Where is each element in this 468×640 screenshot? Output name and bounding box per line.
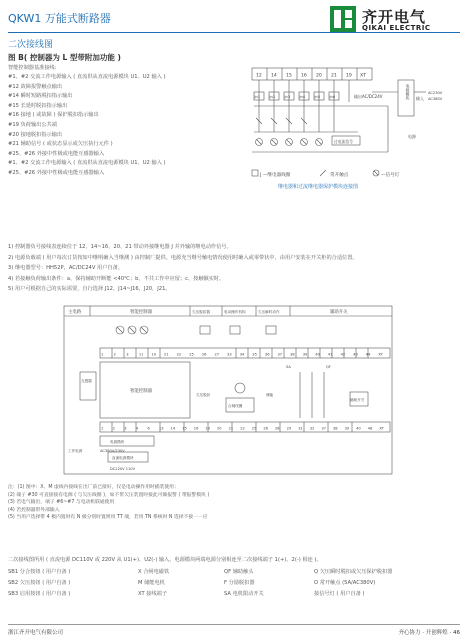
section-title: 二次接线图 [8, 40, 54, 50]
footer-page: 齐心协力 · 开创辉煌 · 46 [398, 630, 460, 636]
legend-cell: SA 电机限动开关 [224, 591, 264, 597]
terminal-number: 33 [227, 352, 232, 357]
diagram-note: (5) 当用户选择带 4 极内置时有 N 极分别时置则用 TT 端，若用 TN 系统时 N 选择不接一一应 [8, 515, 208, 521]
brand-name-cn: 齐开电气 [362, 8, 427, 26]
figure-title: 图 B( 控制器为 L 型带附加功能 ) [8, 53, 121, 62]
terminal-number: 15 [182, 426, 187, 431]
terminal-item: #21 辅助信号 ( 或状态显示或欠压执行元件 ) [8, 141, 113, 148]
main-wiring-diagram [60, 302, 460, 480]
terminal-number: 36 [264, 352, 270, 357]
terminal-number: 37 [321, 426, 326, 431]
diagram-note: 注：(1) 图中：X、M 虚线内接线在出厂前已接好，仅是电动操作用时插装使用； [8, 485, 179, 490]
legend-contact: 常开触点 [330, 173, 349, 178]
terminal-number: 21 [164, 352, 169, 357]
note-item: 3) 继电器型号：HH52P，AC/DC24V 用户自备。 [8, 265, 123, 271]
terminal-number: 38 [333, 426, 338, 431]
secondary-description: 二次接线图所用 ( 直流电源 DC110V 或 220V 从 U1(+)、U2(-) 输入，电源模块两端电源分别相连至二次接线端子 1(+)、2(-) 相连 )。 [8, 557, 322, 563]
page-header-title: QKW1 万能式断路器 [8, 12, 111, 25]
header-rule [8, 32, 460, 33]
terminal-number: 37 [277, 352, 283, 357]
column-header: 欠压瞬时动作 [258, 310, 280, 314]
legend-cell: F 分励脱扣器 [224, 580, 255, 586]
terminal-number: 13 [159, 426, 164, 431]
legend-cell: X 合闸电磁铁 [138, 569, 170, 575]
terminal-number: 19 [205, 426, 210, 431]
power-range-label: AC380V/230V [100, 449, 125, 453]
terminal-number: 6 [147, 426, 150, 431]
terminal-item: #25、#26 外接中性极或电能互感器输入 [8, 169, 105, 176]
undervoltage-label: 欠压脱扣 [196, 393, 211, 397]
terminal-number: 40 [315, 352, 320, 357]
dc-power-label: 直流电源模块 [112, 456, 134, 460]
legend-cell: SB3 启用按钮 ( 用户自备 ) [8, 591, 71, 597]
terminal-number: 20 [217, 426, 222, 431]
qf-label: QF [326, 365, 331, 369]
terminal-item: #1、#2 交流工作电源输入 ( 直流供从直流电源模块 U1、U2 输入 ) [8, 74, 166, 80]
load-label: Jn4 [299, 95, 306, 99]
terminal-number: 11 [138, 352, 144, 357]
terminal-number: 44 [365, 352, 371, 357]
terminal-number: 2 [112, 426, 115, 431]
column-header: 电动操作机构 [224, 310, 246, 314]
terminal-number: XT [378, 352, 384, 357]
legend-cell: SB1 分合按钮 ( 用户自备 ) [8, 569, 71, 575]
legend-cell: SB2 欠压按钮 ( 用户自备 ) [8, 580, 71, 586]
terminal-number: 42 [340, 352, 346, 357]
working-power-label: 工作电源 [68, 449, 83, 453]
terminal-number: 25 [189, 352, 194, 357]
terminal-number: 43 [353, 352, 358, 357]
terminal-number: 25 [251, 426, 257, 431]
diagram-caption: 继电器和过流继电器保护模块连接图 [278, 184, 359, 190]
terminal-label: 15 [286, 73, 292, 79]
dc-range-label: DC220V 110V [110, 467, 136, 471]
legend-row [8, 579, 460, 590]
terminal-label: 16 [301, 73, 307, 79]
terminal-number: 35 [252, 352, 257, 357]
terminal-item: #12 故障报警触点输出 [8, 83, 63, 90]
terminal-number: 3 [124, 426, 127, 431]
terminal-number: 31 [298, 426, 303, 431]
footer-rule [8, 624, 460, 625]
terminal-number: 14 [170, 426, 176, 431]
legend-cell: XT 接线端子 [138, 591, 168, 597]
note-item: 1) 控制器负号接线表连续位于 12、14~16、20、21 带动外接继电器 J 并外输的继电动作信号。 [8, 244, 232, 250]
terminal-label: 14 [271, 73, 277, 79]
load-label: Jn3 [284, 95, 291, 99]
terminal-number: 41 [327, 352, 333, 357]
note-item: 2) 电源负载端 ( 用户每次订货按如中继明确入当继测 ) 由控制厂提供。电源充当继号触电情况使用时确入或零带状中，由用户安装在开关柜的合适位置。 [8, 254, 358, 261]
terminal-number: 34 [239, 352, 245, 357]
terminal-number: 38 [290, 352, 295, 357]
terminal-number: 21 [228, 426, 234, 431]
terminal-number: 28 [275, 426, 280, 431]
closing-label: 合闸线圈 [228, 404, 243, 408]
column-header: 欠压脱扣器 [192, 310, 210, 314]
legend-signal: —信号灯 [381, 173, 400, 178]
terminal-number: 40 [356, 426, 361, 431]
terminal-number: 3 [126, 352, 129, 357]
terminal-item: #1、#2 交流工作电源输入 ( 直流供从直流电源模块 U1、U2 输入 ) [8, 160, 166, 167]
note-item: 5) 用户可根据自己的实际需要，自行选择 J12，J14~J16，J20，J21。 [8, 286, 171, 292]
terminal-number: 26 [201, 352, 207, 357]
diagram-note: (4) 若控制器带外部输入 [8, 507, 60, 513]
power-module-label: 电源模块 [110, 440, 125, 444]
load-label: Jn1 [254, 95, 261, 99]
terminal-item: #14 瞬时短路脱扣指示输出 [8, 93, 73, 100]
brand-name-en: QIKAI ELECTRIC [362, 24, 431, 32]
terminal-list [8, 73, 166, 179]
spring-label: 储能 [266, 393, 274, 397]
diagram-note: (2) 端子 #30 可直接接有电源 ( 与欠压线圈 )，如不带欠压装置时接此可做报警 ( 带报警模块 ) [8, 492, 210, 498]
legend-cell: 接信号灯 ( 用户自备 ) [314, 591, 365, 597]
legend-cell: Q 欠压瞬时脱扣或欠压保护脱扣器 [314, 569, 393, 575]
input-voltage-label-2: AC380V [428, 97, 443, 101]
terminal-number: 29 [286, 426, 292, 431]
terminal-number: 32 [309, 426, 315, 431]
terminal-number: XT [379, 426, 385, 431]
input-voltage-label: AC230V [428, 91, 443, 95]
legend-cell: M 储能电机 [138, 580, 165, 586]
terminal-number: 2 [113, 352, 116, 357]
relay-signal-label: 过电流信号 [334, 139, 353, 144]
terminal-number: 22 [240, 426, 245, 431]
terminal-item: #19 负荷输出公共端 [8, 121, 57, 128]
controller-label: 智能控制器 [130, 389, 152, 394]
terminal-item: #15 长延时脱扣指示输出 [8, 102, 68, 109]
terminal-item: #25、#26 外接中性极或电能互感器输入 [8, 150, 105, 157]
legend-relay: J —继电器线圈 [260, 173, 291, 178]
terminal-label: 21 [331, 73, 337, 79]
column-header: 主电路 [68, 310, 82, 315]
load-label: Jn5 [314, 95, 321, 99]
brand-logo-icon [330, 6, 356, 32]
terminal-number: 48 [367, 426, 373, 431]
terminal-number: 1 [101, 426, 104, 431]
footer-company: 浙江齐开电气有限公司 [8, 630, 64, 636]
diagram-note: (3) 若电气输出，端子 #6~#7 与电动机联通使用 [8, 500, 115, 506]
terminal-number: 10 [151, 352, 157, 357]
terminal-number: 26 [263, 426, 268, 431]
terminal-number: 22 [176, 352, 182, 357]
relay-connection-diagram [248, 62, 460, 232]
terminal-number: 4 [135, 426, 139, 431]
sa-label: SA [286, 365, 291, 369]
terminal-number: 39 [302, 352, 308, 357]
top-terminal-row [101, 353, 384, 357]
legend-cell: QF 辅助触头 [224, 569, 254, 575]
load-label: Jn2 [269, 95, 276, 99]
legend-cell: O 常开触点 (5A/AC380V) [314, 580, 376, 586]
terms-heading: 智能控制器基准接线: [8, 65, 57, 71]
terminal-label: 20 [316, 73, 322, 79]
terminal-number: 27 [214, 352, 220, 357]
notes-list [8, 242, 358, 295]
terminal-label: XT [360, 73, 366, 79]
bottom-terminal-row [101, 427, 385, 431]
output-label: 输出AC/DC24V [354, 94, 383, 99]
terminal-item: #20 接地脱扣指示输出 [8, 131, 63, 138]
terminal-number: 1 [101, 352, 104, 357]
legend-row [8, 590, 460, 601]
terminal-number: 16 [193, 426, 199, 431]
legend-row [8, 568, 460, 579]
ct-label: 互感器 [81, 379, 92, 383]
input-label: 输入 [416, 96, 424, 101]
terminal-number: 39 [344, 426, 350, 431]
load-label: Jn6 [329, 95, 336, 99]
diagram-notes [8, 484, 209, 522]
power-label: 电源 [408, 134, 416, 139]
terminal-item: #16 接地 ( 或故障 ) 保护脱扣指示输出 [8, 112, 99, 119]
terminal-label: 19 [346, 73, 352, 79]
column-header: 辅助开关 [330, 310, 348, 315]
terminal-label: 12 [256, 73, 262, 79]
column-header: 智能控制器 [130, 310, 152, 315]
note-item: 4) 若接触负荷输出条件：a、保持辅助开断能 <40℃；b、不共工作中应留；c、按触额实时。 [8, 275, 225, 282]
component-legend [8, 568, 460, 601]
power-module-label: 电源模块 [405, 84, 411, 100]
aux-label: 辅助开关 [350, 398, 365, 402]
